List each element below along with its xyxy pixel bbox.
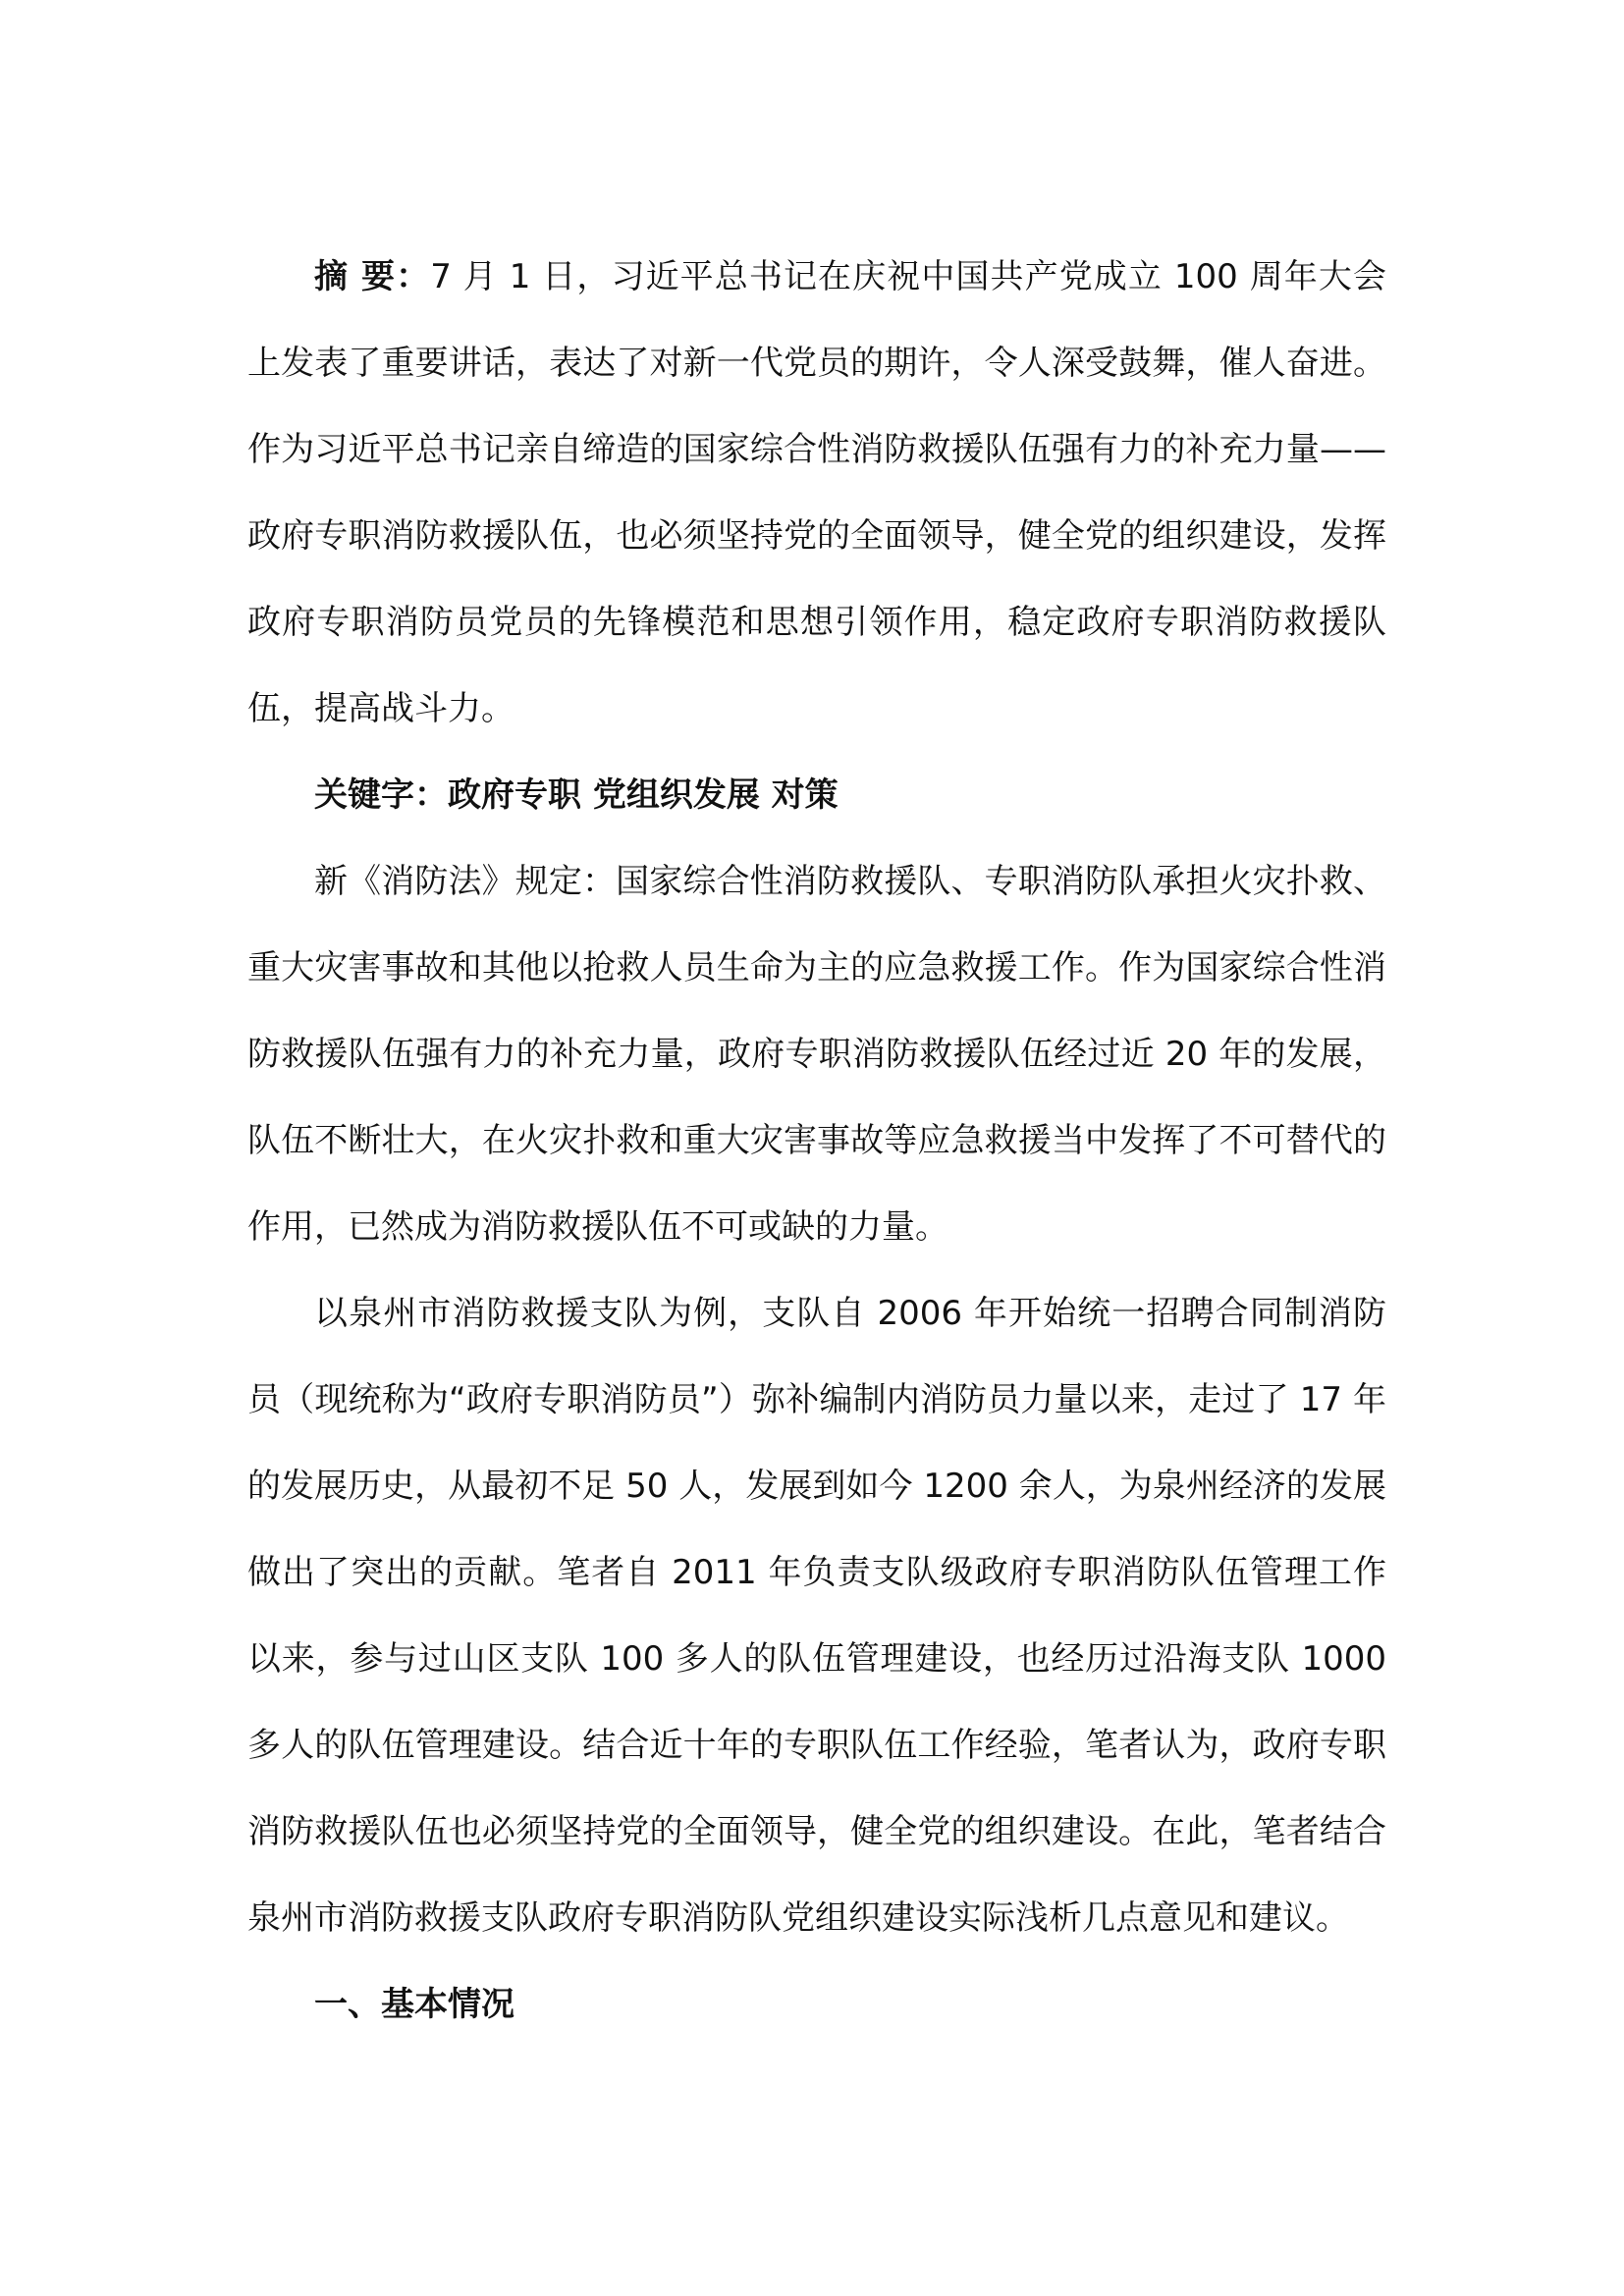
abstract-label: 摘 要：: [314, 257, 431, 296]
document-body: [247, 234, 1386, 2048]
section-heading: 一、基本情况: [314, 1985, 514, 2024]
keywords-line: 关键字：政府专职 党组织发展 对策: [314, 775, 839, 815]
body-paragraph-2: 以泉州市消防救援支队为例，支队自 2006 年开始统一招聘合同制消防员（现统称为“政府专职消防员”）弥补编制内消防员力量以来，走过了 17 年的发展历史，从最初不足 50 人，发展到如今 1200 余人，为泉州经济的发展做出了突出的贡献。笔者自 2011 年负责支队级政府专职消防队伍管理工作以来，参与过山区支队 100 多人的队伍管理建设，也经历过沿海支队 1000 多人的队伍管理建设。结合近十年的专职队伍工作经验，笔者认为，政府专职消防救援队伍也必须坚持党的全面领导，健全党的组织建设。在此，笔者结合泉州市消防救援支队政府专职消防队党组织建设实际浅析几点意见和建议。: [247, 1294, 1386, 1938]
abstract-paragraph: [247, 234, 1386, 752]
body-paragraph-1: 新《消防法》规定：国家综合性消防救援队、专职消防队承担火灾扑救、重大灾害事故和其他以抢救人员生命为主的应急救援工作。作为国家综合性消防救援队伍强有力的补充力量，政府专职消防救援队伍经过近 20 年的发展，队伍不断壮大，在火灾扑救和重大灾害事故等应急救援当中发挥了不可替代的作用，已然成为消防救援队伍不可或缺的力量。: [247, 862, 1386, 1247]
abstract-text: 7 月 1 日，习近平总书记在庆祝中国共产党成立 100 周年大会上发表了重要讲话，表达了对新一代党员的期许，令人深受鼓舞，催人奋进。作为习近平总书记亲自缔造的国家综合性消防救援队伍强有力的补充力量——政府专职消防救援队伍，也必须坚持党的全面领导，健全党的组织建设，发挥政府专职消防员党员的先锋模范和思想引领作用，稳定政府专职消防救援队伍，提高战斗力。: [247, 257, 1386, 728]
